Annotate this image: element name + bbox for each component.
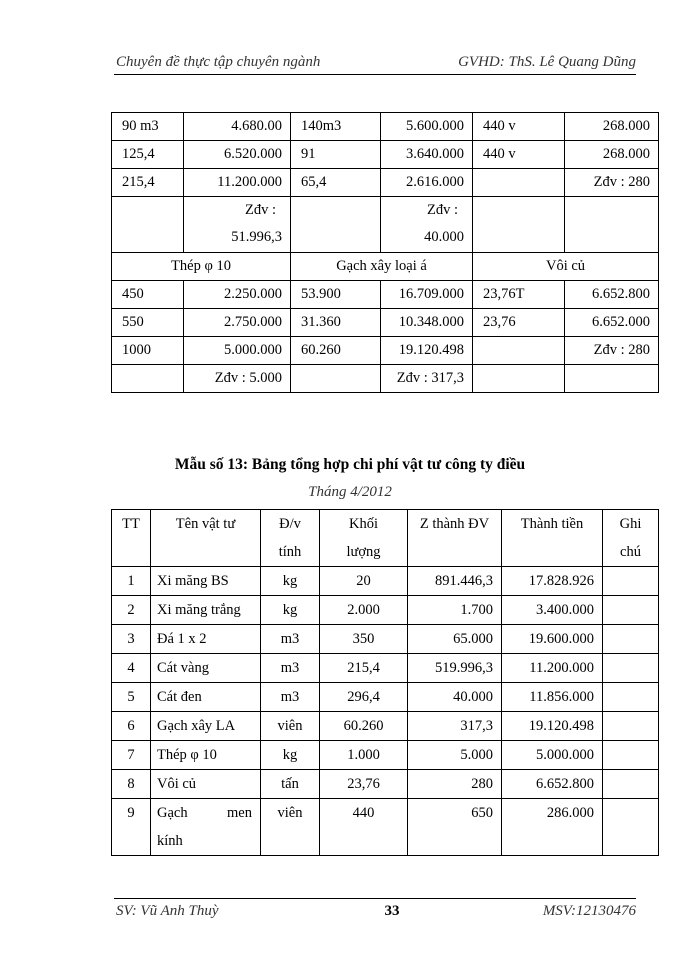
table-cell (603, 625, 659, 654)
footer-student-id: MSV:12130476 (542, 903, 636, 919)
table-cell: Cát đen (151, 683, 261, 712)
header-advisor: GVHD: ThS. Lê Quang Dũng (458, 54, 636, 70)
table-cell: 5.000.000 (502, 741, 603, 770)
table-cell: 60.260 (291, 337, 381, 365)
table-cell: 20 (320, 567, 408, 596)
table-cell: 317,3 (408, 712, 502, 741)
table-cell: 19.120.498 (502, 712, 603, 741)
table-cell: 280 (408, 770, 502, 799)
table-cell: 65,4 (291, 169, 381, 197)
table-cell: 11.200.000 (184, 169, 291, 197)
table-cell: 8 (112, 770, 151, 799)
table-row (112, 654, 659, 683)
table-row (112, 596, 659, 625)
table-cell: 4.680.00 (184, 113, 291, 141)
table-cell: Zđv : 280 (565, 337, 659, 365)
table-cell: 11.856.000 (502, 683, 603, 712)
table-cell: 140m3 (291, 113, 381, 141)
table-cell: 3 (112, 625, 151, 654)
col-header-qty (320, 510, 408, 567)
table-cell: 268.000 (565, 113, 659, 141)
table-cell: Xi măng BS (151, 567, 261, 596)
table-cell: 9 (112, 799, 151, 856)
table-cell: 7 (112, 741, 151, 770)
header-course: Chuyên đề thực tập chuyên ngành (116, 54, 321, 70)
table-cell: 215,4 (320, 654, 408, 683)
table-cell: 1000 (112, 337, 184, 365)
table-cell: 550 (112, 309, 184, 337)
table-cell: m3 (261, 683, 320, 712)
table-cell: 23,76 (320, 770, 408, 799)
table-cell: m3 (261, 625, 320, 654)
table-row (112, 141, 659, 169)
table-cell: 891.446,3 (408, 567, 502, 596)
table-cell: 440 (320, 799, 408, 856)
section-subtitle: Tháng 4/2012 (308, 484, 392, 500)
table-cell: 5.000.000 (184, 337, 291, 365)
table-cell: 5.000 (408, 741, 502, 770)
group-header-row (112, 253, 659, 281)
table-cell: 450 (112, 281, 184, 309)
table-cell (473, 365, 565, 393)
name-line: kính (157, 833, 183, 849)
col-header-note (603, 510, 659, 567)
table-row (112, 799, 659, 856)
table-cell: m3 (261, 654, 320, 683)
section-title: Mẫu số 13: Bảng tổng hợp chi phí vật tư công ty điều (174, 456, 526, 473)
table-cell: 440 v (473, 141, 565, 169)
group-header: Vôi củ (473, 253, 659, 281)
table-cell: 650 (408, 799, 502, 856)
table-cell: Thép φ 10 (151, 741, 261, 770)
table-cell: 91 (291, 141, 381, 169)
name-word: men (227, 805, 252, 821)
table-cell (473, 337, 565, 365)
table-row (112, 281, 659, 309)
table-cell: 6.652.800 (565, 281, 659, 309)
header-line: chú (620, 544, 641, 560)
table-cell: 268.000 (565, 141, 659, 169)
table-cell: 5 (112, 683, 151, 712)
group-header: Thép φ 10 (112, 253, 291, 281)
table-row (112, 169, 659, 197)
table-cell (603, 770, 659, 799)
group-header: Gạch xây loại á (291, 253, 473, 281)
table-cell: 1.700 (408, 596, 502, 625)
table-cell: 4 (112, 654, 151, 683)
table-cell: kg (261, 741, 320, 770)
table-cell: Vôi củ (151, 770, 261, 799)
table-cell: 51.996,3 (231, 229, 282, 245)
table-cell (473, 169, 565, 197)
table-cell (565, 365, 659, 393)
table-row (112, 741, 659, 770)
table-cell: 2.616.000 (381, 169, 473, 197)
table-row (112, 309, 659, 337)
col-header-tt: TT (112, 510, 151, 567)
table-cell: 5.600.000 (381, 113, 473, 141)
col-header-total: Thành tiền (502, 510, 603, 567)
table-cell: 125,4 (112, 141, 184, 169)
col-header-name: Tên vật tư (151, 510, 261, 567)
table-cell: kg (261, 567, 320, 596)
table-cell: 3.640.000 (381, 141, 473, 169)
table-cell: Zđv : (244, 202, 276, 218)
table-cell: 10.348.000 (381, 309, 473, 337)
table-cell: 19.600.000 (502, 625, 603, 654)
table-cell: 1.000 (320, 741, 408, 770)
table-row (112, 625, 659, 654)
table-cell (603, 683, 659, 712)
table-cell: 519.996,3 (408, 654, 502, 683)
table-cell: 6.652.000 (565, 309, 659, 337)
table-cell: Zđv : 5.000 (184, 365, 291, 393)
table-cell: Gạch xây LA (151, 712, 261, 741)
table-cell: Zđv : 317,3 (381, 365, 473, 393)
table-header-row (112, 510, 659, 567)
table-cell: 2.000 (320, 596, 408, 625)
table-cell: 19.120.498 (381, 337, 473, 365)
table-cell (291, 365, 381, 393)
page-header (114, 52, 636, 75)
table-cell: kg (261, 596, 320, 625)
table-cell: Zđv : (426, 202, 458, 218)
table-cell: 16.709.000 (381, 281, 473, 309)
table-row (112, 113, 659, 141)
table-row (112, 197, 659, 253)
table-cell: 23,76 (473, 309, 565, 337)
table-cell: 2 (112, 596, 151, 625)
table-cell: 350 (320, 625, 408, 654)
table-row (112, 770, 659, 799)
table-cell: 6.520.000 (184, 141, 291, 169)
table-cell: Xi măng trắng (151, 596, 261, 625)
table-cell: 40.000 (424, 229, 464, 245)
table-cell: 2.750.000 (184, 309, 291, 337)
name-line (151, 799, 260, 827)
table-cell: 31.360 (291, 309, 381, 337)
table-cell: Đá 1 x 2 (151, 625, 261, 654)
table-cell: 6.652.800 (502, 770, 603, 799)
cost-summary-table (111, 509, 659, 856)
footer-student: SV: Vũ Anh Thuỳ (116, 903, 219, 919)
table-cell (151, 799, 261, 856)
table-cell: 90 m3 (112, 113, 184, 141)
table-cell: tấn (261, 770, 320, 799)
table-cell: 1 (112, 567, 151, 596)
header-line: Đ/v (279, 516, 301, 532)
table-row (112, 365, 659, 393)
table-cell: 286.000 (502, 799, 603, 856)
table-cell: 60.260 (320, 712, 408, 741)
table-cell: 296,4 (320, 683, 408, 712)
table-cell: 2.250.000 (184, 281, 291, 309)
table-row (112, 683, 659, 712)
table-cell (603, 741, 659, 770)
name-word: Gạch (157, 805, 188, 821)
table-cell: 6 (112, 712, 151, 741)
table-cell: 40.000 (408, 683, 502, 712)
col-header-unit (261, 510, 320, 567)
page-number: 33 (384, 903, 400, 919)
table-cell (603, 799, 659, 856)
table-cell (112, 365, 184, 393)
table-cell (603, 567, 659, 596)
header-line: lượng (346, 544, 381, 560)
page-footer (114, 898, 636, 919)
table-row (112, 567, 659, 596)
table-cell: 53.900 (291, 281, 381, 309)
table-cell: 23,76T (473, 281, 565, 309)
header-line: tính (278, 544, 302, 560)
table-cell: viên (261, 799, 320, 856)
table-cell: 215,4 (112, 169, 184, 197)
header-line: Khối (349, 516, 378, 532)
table-cell: 440 v (473, 113, 565, 141)
table-cell: 11.200.000 (502, 654, 603, 683)
table-cell: 3.400.000 (502, 596, 603, 625)
table-cell: Zđv : 280 (565, 169, 659, 197)
table-row (112, 337, 659, 365)
table-cell (603, 654, 659, 683)
table-cell: Cát vàng (151, 654, 261, 683)
table-cell: 17.828.926 (502, 567, 603, 596)
material-detail-table (111, 112, 659, 393)
table-row (112, 712, 659, 741)
table-cell: viên (261, 712, 320, 741)
table-cell (603, 712, 659, 741)
header-line: Ghi (619, 516, 642, 532)
col-header-z: Z thành ĐV (408, 510, 502, 567)
table-cell (603, 596, 659, 625)
table-cell: 65.000 (408, 625, 502, 654)
